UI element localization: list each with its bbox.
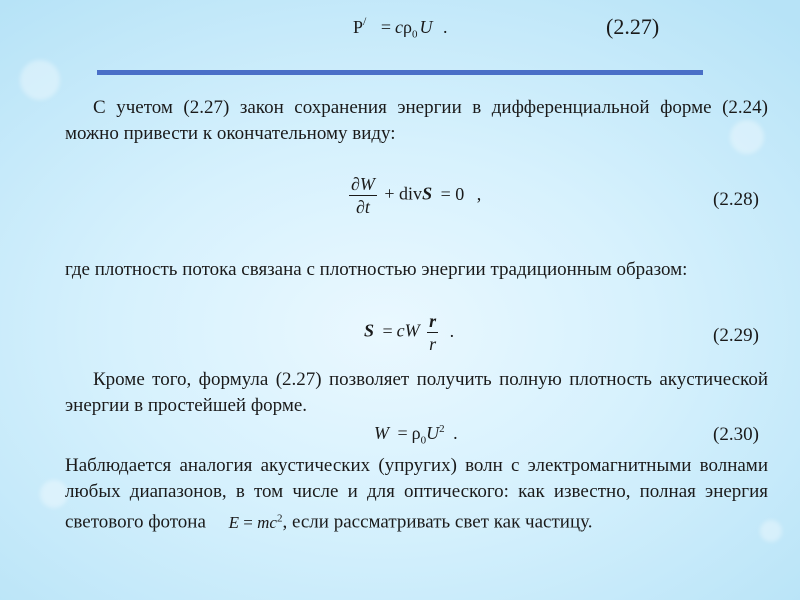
eq-sign: =	[380, 17, 392, 37]
eq-symbol: mc	[257, 512, 277, 532]
eq-superscript: 2	[276, 512, 283, 524]
eq-symbol: c	[395, 17, 404, 37]
eq-subscript: 0	[412, 28, 418, 41]
fraction-numerator: r	[429, 311, 437, 331]
eq-symbol: ρ	[411, 423, 421, 443]
eq-symbol: cW	[396, 320, 420, 341]
fraction	[349, 174, 377, 217]
equation-number-2-30: (2.30)	[713, 424, 759, 445]
equation-number-2-28: (2.28)	[713, 189, 759, 210]
equation-number-2-29: (2.29)	[713, 325, 759, 346]
eq-symbol: W	[374, 423, 389, 443]
eq-period: .	[443, 17, 448, 37]
eq-comma: ,	[476, 183, 482, 204]
fraction-denominator: r	[429, 334, 437, 354]
paragraph-3: Кроме того, формула (2.27) позволяет получить полную плотность акустической энергии в простейшей форме.	[65, 369, 768, 416]
bokeh-decor	[20, 60, 60, 100]
paragraph-2: где плотность потока связана с плотностью энергии традиционным образом:	[65, 259, 688, 280]
divider-bar	[97, 70, 703, 75]
eq-period: .	[449, 320, 455, 341]
equation-2-28	[346, 174, 481, 217]
eq-rhs: = 0	[440, 183, 465, 204]
bokeh-decor	[40, 480, 68, 508]
eq-sign: +	[384, 183, 395, 204]
equation-2-29	[364, 311, 454, 354]
eq-symbol: P	[353, 17, 364, 37]
equation-number-2-27: (2.27)	[606, 14, 660, 39]
fraction	[427, 311, 438, 354]
fraction-denominator: ∂t	[355, 197, 370, 217]
inline-formula	[229, 513, 283, 532]
eq-sign: =	[382, 320, 393, 341]
paragraph-4	[65, 453, 768, 536]
eq-prime: /	[363, 14, 367, 28]
eq-operator: div	[399, 183, 423, 204]
eq-symbol: E	[228, 512, 240, 532]
equation-2-30	[374, 423, 458, 447]
equation-2-27	[353, 14, 448, 41]
paragraph-4-end: , если рассматривать свет как частицу.	[282, 511, 593, 533]
eq-symbol: S	[364, 320, 375, 341]
eq-sign: =	[397, 423, 408, 443]
eq-symbol: S	[422, 183, 433, 204]
eq-sign: =	[243, 512, 253, 532]
eq-period: .	[453, 423, 458, 443]
eq-subscript: 0	[420, 434, 427, 447]
paragraph-4-text: Наблюдается аналогия акустических (упругих) волн с электромагнитными волнами любых диапазонов, в том числе и для оптического: как известно, полная энергия светового фотона	[65, 455, 768, 533]
paragraph-1: С учетом (2.27) закон сохранения энергии в дифференциальной форме (2.24) можно привести к окончательному виду:	[65, 97, 768, 144]
eq-symbol: U	[419, 17, 433, 37]
eq-symbol: U	[426, 423, 440, 443]
eq-symbol: ρ	[403, 17, 412, 37]
eq-superscript: 2	[439, 423, 445, 435]
fraction-numerator: ∂W	[351, 174, 375, 194]
